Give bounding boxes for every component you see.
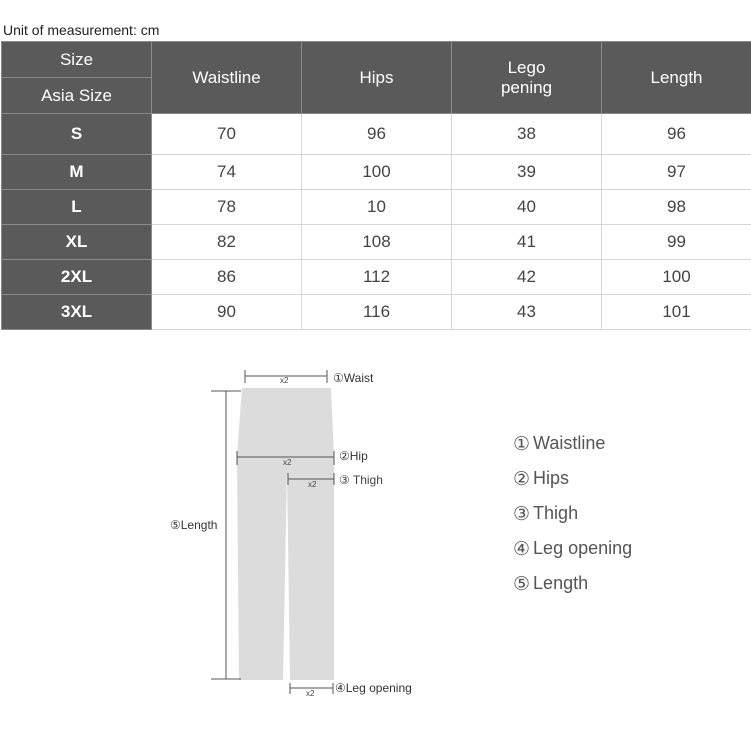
size-chart-table <box>1 41 751 330</box>
cell-leg: 39 <box>452 155 602 190</box>
cell-leg: 43 <box>452 295 602 330</box>
cell-waist: 74 <box>152 155 302 190</box>
cell-hips: 112 <box>302 260 452 295</box>
col-header-hips: Hips <box>302 42 452 114</box>
legend-label: Hips <box>533 468 570 488</box>
cell-length: 97 <box>602 155 751 190</box>
legend-label: Length <box>533 573 589 593</box>
pants-diagram <box>0 355 460 715</box>
legend-item <box>513 573 632 608</box>
legend-item <box>513 433 632 468</box>
legend-number: ④ <box>513 539 531 560</box>
cell-leg: 40 <box>452 190 602 225</box>
cell-length: 101 <box>602 295 751 330</box>
hip-label: ②Hip <box>339 449 368 463</box>
row-size: 2XL <box>2 260 152 295</box>
legend-label: Waistline <box>533 433 606 453</box>
table-row <box>2 260 751 295</box>
waist-x2: x2 <box>280 376 289 385</box>
length-label: ⑤Length <box>170 518 218 532</box>
cell-leg: 41 <box>452 225 602 260</box>
legend-label: Leg opening <box>533 538 633 558</box>
table-row <box>2 190 751 225</box>
cell-waist: 82 <box>152 225 302 260</box>
row-size: M <box>2 155 152 190</box>
col-header-leg-line1: Lego <box>507 57 546 77</box>
measurement-legend <box>513 433 632 608</box>
cell-length: 99 <box>602 225 751 260</box>
row-size: XL <box>2 225 152 260</box>
cell-waist: 90 <box>152 295 302 330</box>
legend-number: ⑤ <box>513 574 531 595</box>
legend-number: ② <box>513 469 531 490</box>
cell-waist: 86 <box>152 260 302 295</box>
pants-shape <box>237 388 334 680</box>
legend-number: ① <box>513 434 531 455</box>
waist-label: ①Waist <box>333 371 374 385</box>
table-row <box>2 295 751 330</box>
row-size: S <box>2 114 152 155</box>
col-header-waistline: Waistline <box>152 42 302 114</box>
cell-hips: 96 <box>302 114 452 155</box>
hip-x2: x2 <box>283 458 292 467</box>
col-header-leg-line2: pening <box>500 77 553 97</box>
size-header: Size <box>2 42 152 78</box>
cell-waist: 78 <box>152 190 302 225</box>
cell-length: 98 <box>602 190 751 225</box>
legend-item <box>513 468 632 503</box>
legend-number: ③ <box>513 504 531 525</box>
row-size: 3XL <box>2 295 152 330</box>
col-header-leg-opening <box>452 42 602 114</box>
thigh-x2: x2 <box>308 480 317 489</box>
asia-size-header: Asia Size <box>2 78 152 114</box>
cell-leg: 42 <box>452 260 602 295</box>
col-header-length: Length <box>602 42 751 114</box>
cell-hips: 108 <box>302 225 452 260</box>
row-size: L <box>2 190 152 225</box>
cell-leg: 38 <box>452 114 602 155</box>
cell-length: 100 <box>602 260 751 295</box>
cell-hips: 116 <box>302 295 452 330</box>
legend-label: Thigh <box>533 503 579 523</box>
legend-item <box>513 503 632 538</box>
thigh-label: ③ Thigh <box>339 473 383 487</box>
cell-length: 96 <box>602 114 751 155</box>
table-row <box>2 114 751 155</box>
cell-hips: 10 <box>302 190 452 225</box>
cell-hips: 100 <box>302 155 452 190</box>
unit-note: Unit of measurement: cm <box>3 22 160 38</box>
legend-item <box>513 538 632 573</box>
table-row <box>2 225 751 260</box>
leg-opening-label: ④Leg opening <box>335 681 412 695</box>
leg-opening-x2: x2 <box>306 689 315 698</box>
table-row <box>2 155 751 190</box>
cell-waist: 70 <box>152 114 302 155</box>
